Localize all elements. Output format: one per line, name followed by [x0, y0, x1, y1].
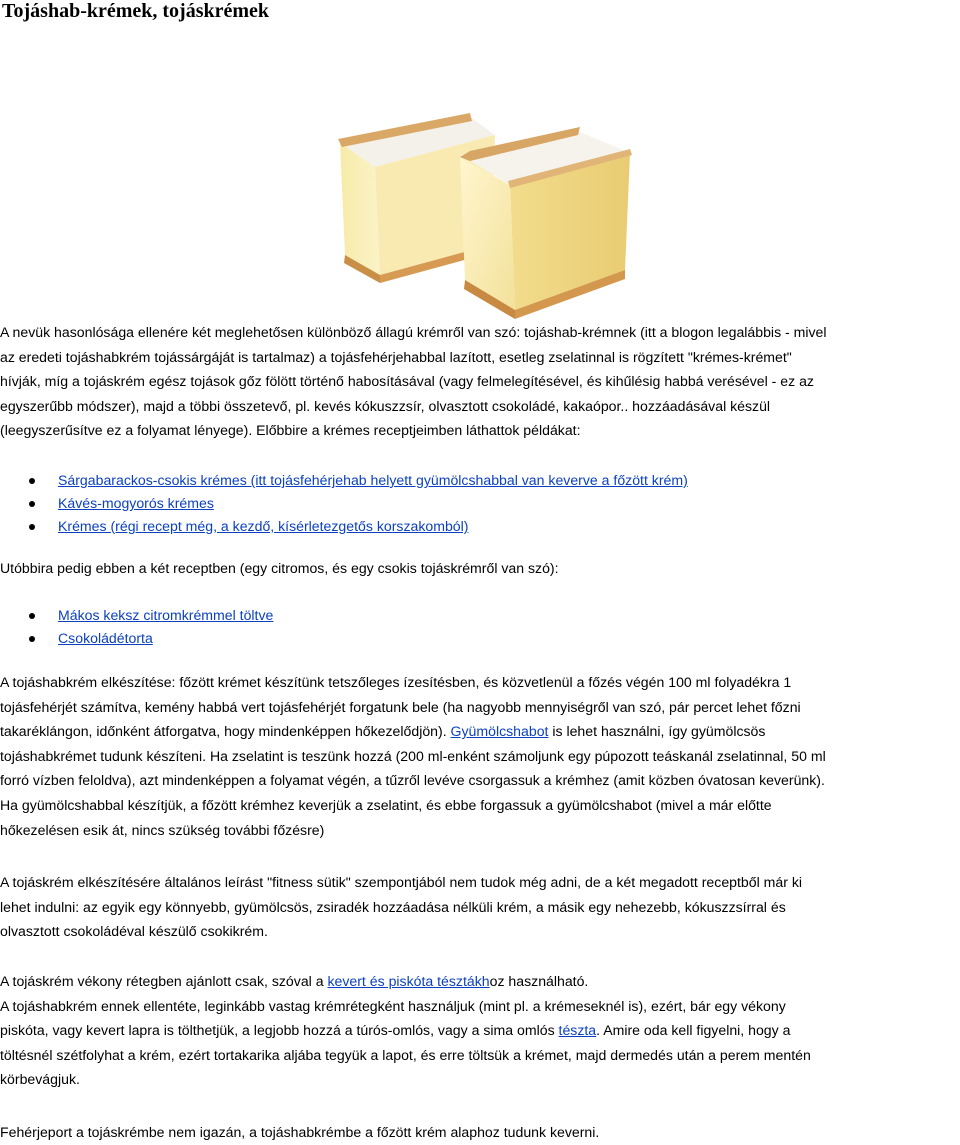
- text-fragment: oz használható.: [489, 973, 589, 989]
- text-line: tojásfehérjét számítva, kemény habbá vert tojásfehérjét forgatunk bele (ha nagyobb mennyiségről van szó, pár percet lehet főzni: [0, 698, 801, 715]
- bullet-icon: [29, 478, 35, 484]
- intro-paragraph: [0, 320, 958, 443]
- text-fragment: . Amire oda kell figyelni, hogy a: [596, 1022, 791, 1039]
- bullet-icon: [29, 501, 35, 507]
- list-item: [0, 627, 273, 650]
- link-kremes-regi-recept[interactable]: Krémes (régi recept még, a kezdő, kísérletezgetős korszakomból): [58, 518, 469, 534]
- text-line: A tojáskrém elkészítésére általános leírást "fitness sütik" szempontjából nem tudok még adni, de a két megadott receptből már ki: [0, 874, 803, 890]
- text-line: az eredeti tojáshabkrém tojássárgáját is tartalmaz) a tojásfehérjehabbal lazított, esetleg zselatinnal is rögzített "krémes-krémet": [0, 348, 792, 365]
- link-csokoladetorta[interactable]: Csokoládétorta: [58, 630, 153, 646]
- list-item: [0, 469, 688, 492]
- text-line: A tojáshabkrém ennek ellentéte, leginkább vastag krémrétegként használjuk (mint pl. a krémeseknél is), ezért, bár egy vékony: [0, 997, 786, 1014]
- tojashabkrem-paragraph: [0, 670, 958, 842]
- page-title: Tojáshab-krémek, tojáskrémek: [2, 0, 270, 22]
- list-item: [0, 515, 688, 538]
- tojaskrem-paragraph: [0, 870, 958, 944]
- link-teszta[interactable]: tészta: [558, 1022, 597, 1039]
- text-fragment: is lehet használni, így gyümölcsös: [548, 723, 766, 740]
- text-line: hőkezelésen esik át, nincs szükség további főzésre): [0, 821, 325, 838]
- text-line: [0, 719, 958, 744]
- text-line: lehet indulni: az egyik egy könnyebb, gyümölcsös, zsiradék hozzáadása nélküli krém, a másik egy nehezebb, kókuszzsírral és: [0, 898, 786, 915]
- text-line: hívják, míg a tojáskrém egész tojások gőz fölött történő habosításával (vagy felmelegítésével, és kihűlésig habbá verésével - ez az: [0, 373, 814, 390]
- text-fragment: piskóta, vagy kevert lapra is tölthetjük, a legjobb hozzá a túrós-omlós, vagy a sima omlós: [0, 1022, 559, 1039]
- bullet-icon: [29, 524, 35, 530]
- text-fragment: A tojáskrém vékony rétegben ajánlott csak, szóval a: [0, 973, 328, 989]
- bullet-icon: [29, 613, 35, 619]
- link-makos-keksz[interactable]: Mákos keksz citromkrémmel töltve: [58, 607, 274, 623]
- text-line: [0, 969, 958, 994]
- bullet-icon: [29, 636, 35, 642]
- recipe-list-tojashab: [0, 469, 688, 538]
- text-line: Fehérjeport a tojáskrémbe nem igazán, a tojáshabkrémbe a főzött krém alaphoz tudunk keverni.: [0, 1124, 600, 1140]
- usage-paragraph: [0, 969, 958, 1092]
- text-line: A nevük hasonlósága ellenére két meglehetősen különböző állagú krémről van szó: tojáshab-krémnek (itt a blogon legalábbis - mivel: [0, 324, 827, 340]
- link-kevert-es-piskota-tesztak[interactable]: kevert és piskóta tésztákh: [327, 973, 490, 989]
- link-gyumolcshab[interactable]: Gyümölcshabot: [450, 723, 549, 740]
- text-line: (leegyszerűsítve ez a folyamat lényege). Előbbire a krémes receptjeimben láthattok példákat:: [0, 422, 581, 439]
- text-line: [0, 1018, 958, 1043]
- text-line: olvasztott csokoládéval készülő csokikrém.: [0, 923, 268, 940]
- text-line: töltésnél szétfolyhat a krém, ezért tortakarika aljába tegyük a lapot, és erre töltsük a krémet, majd dermedés után a perem mentén: [0, 1046, 811, 1063]
- link-sargabarackos-csokis-kremes[interactable]: Sárgabarackos-csokis krémes (itt tojásfehérjehab helyett gyümölcshabbal van keverve a főzött krém): [58, 472, 688, 488]
- text-fragment: takaréklángon, időnként átforgatva, hogy mindenképpen hőkezelődjön).: [0, 723, 451, 740]
- recipe-list-tojaskrem: [0, 604, 273, 650]
- text-line: A tojáshabkrém elkészítése: főzött krémet készítünk tetszőleges ízesítésben, és közvetlenül a főzés végén 100 ml folyadékra 1: [0, 674, 792, 690]
- cream-slice-image: [320, 95, 650, 320]
- tojaskrem-intro-paragraph: [0, 556, 958, 581]
- text-line: Ha gyümölcshabbal készítjük, a főzött krémhez keverjük a zselatint, és ebbe forgassuk a gyümölcshabot (mivel a már előtte: [0, 796, 772, 813]
- text-line: forró vízben feloldva), azt mindenképpen a folyamat végén, a tűzről levéve csorgassuk a krémhez (amit közben óvatosan keverünk).: [0, 772, 825, 789]
- link-daves-mogyoros-kremes[interactable]: Kávés-mogyorós krémes: [58, 495, 214, 511]
- list-item: [0, 492, 688, 515]
- list-item: [0, 604, 273, 627]
- text-line: körbevágjuk.: [0, 1071, 80, 1088]
- text-line: Utóbbira pedig ebben a két receptben (egy citromos, és egy csokis tojáskrémről van szó):: [0, 560, 559, 576]
- text-line: tojáshabkrémet tudunk készíteni. Ha zselatint is teszünk hozzá (200 ml-enként számoljunk egy púpozott teáskanál zselatinnal, 50 ml: [0, 747, 826, 764]
- text-line: egyszerűbb módszer), majd a többi összetevő, pl. kevés kókuszzsír, olvasztott csokoládé, kakaópor.. hozzáadásával készül: [0, 397, 771, 414]
- feherjepor-paragraph: [0, 1120, 958, 1145]
